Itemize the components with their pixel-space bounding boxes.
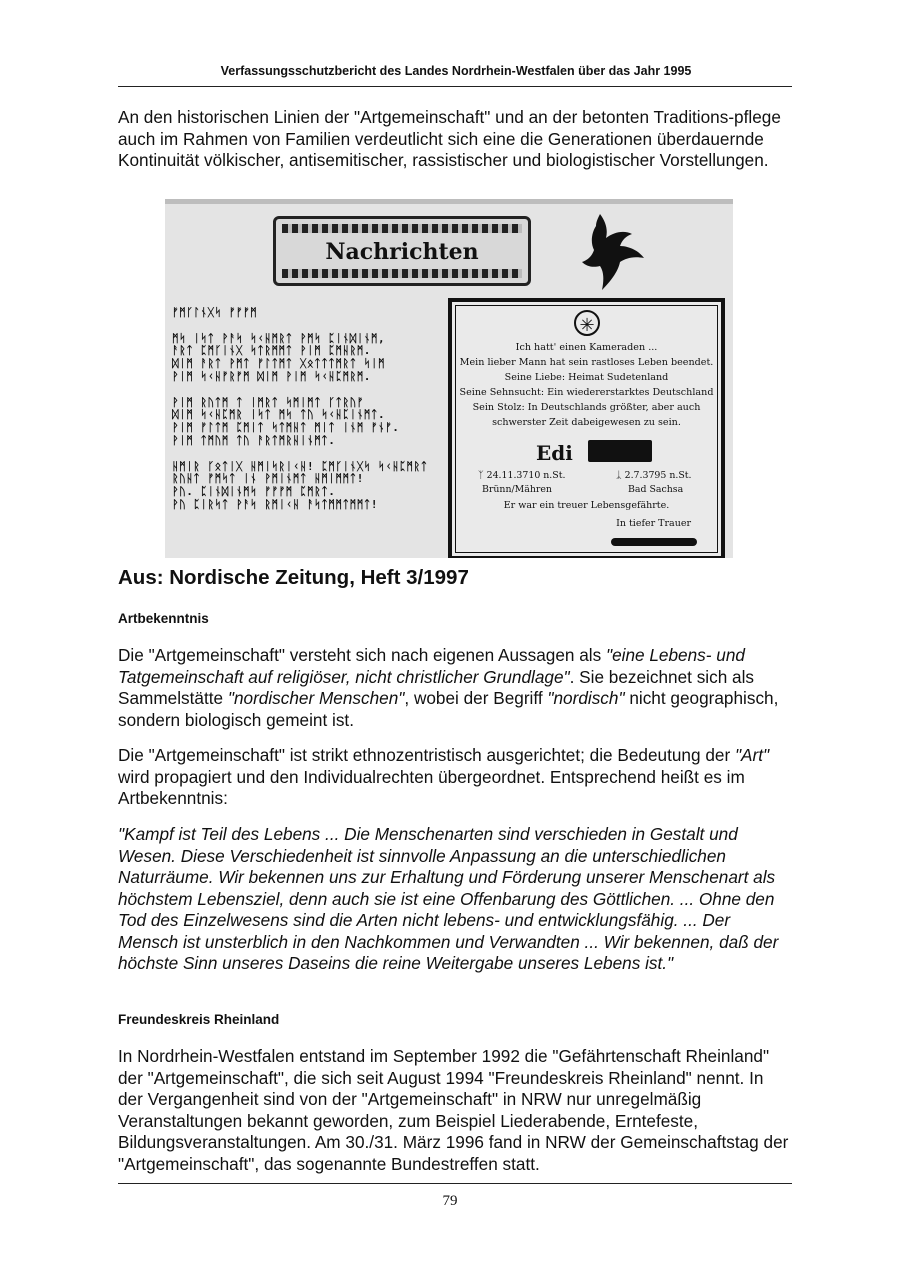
section-heading-artbekenntnis: Artbekenntnis: [118, 611, 209, 626]
artbekenntnis-paragraph-2: [118, 745, 792, 810]
obituary-line: Sein Stolz: In Deutschlands größter, aber auch: [472, 402, 701, 413]
obituary-closing: In tiefer Trauer: [616, 518, 691, 529]
birth-place: Brünn/Mähren: [482, 484, 552, 495]
text-span: , wobei der Begriff: [404, 688, 548, 708]
text-span: wird propagiert und den Individualrechten übergeordnet. Entsprechend heißt es im Artbekenntnis:: [118, 766, 745, 808]
sun-wheel-icon: ✳: [574, 310, 600, 336]
redaction-bar-signature: [611, 538, 697, 546]
page-number: 79: [442, 1193, 458, 1209]
obituary-line: Seine Liebe: Heimat Sudetenland: [504, 372, 669, 383]
redaction-bar: [588, 440, 652, 462]
quoted-phrase: "nordisch": [547, 688, 625, 708]
obituary-line: schwerster Zeit dabeigewesen zu sein.: [492, 417, 681, 428]
banner-knotwork-top: [282, 224, 522, 233]
death-date: ᛣ 2.7.3795 n.St.: [616, 470, 692, 481]
footer-rule: [118, 1183, 792, 1184]
obituary-line: Seine Sehnsucht: Ein wiedererstarktes Deutschland: [459, 387, 714, 398]
text-span: Die "Artgemeinschaft" ist strikt ethnozentristisch ausgerichtet; die Bedeutung der: [118, 745, 735, 765]
text-span: . Sie bezeichnet sich als Sammelstätte: [118, 666, 755, 708]
obituary-line: Ich hatt' einen Kameraden ...: [515, 342, 658, 353]
intro-paragraph: An den historischen Linien der "Artgemeinschaft" und an der betonten Traditions-pflege auch im Rahmen von Familien verdeutlicht sich eine die Generationen überdauernde Kontinuität völkischer, antisemitischer, rassistischer und biologistischer Vorstellungen.: [118, 107, 781, 170]
artbekenntnis-quote: "Kampf ist Teil des Lebens ... Die Menschenarten sind verschieden in Gestalt und Wesen. Diese Verschiedenheit ist sinnvolle Anpassung an die unterschiedlichen Naturräume. Wir bekennen uns zur Erhaltung und Förderung unserer Menschenart als höchstem Lebensziel, denn auch sie ist eine Offenbarung des Göttlichen. ... Ohne den Tod des Einzelwesens sind die Arten nicht lebens- und entwicklungsfähig. ... Der Mensch ist unsterblich in den Nachkommen und Verwandten ... Wir bekennen, daß der höchste Sinn unseres Daseins die reine Weitergabe unseres Lebens ist.": [118, 824, 779, 973]
section-heading-freundeskreis: Freundeskreis Rheinland: [118, 1012, 280, 1027]
banner-title: Nachrichten: [325, 239, 479, 265]
running-head: Verfassungsschutzbericht des Landes Nordrhein-Westfalen über das Jahr 1995: [220, 64, 692, 78]
artbekenntnis-paragraph-1: [118, 645, 792, 731]
quoted-phrase: "nordischer Menschen": [227, 688, 405, 708]
death-place: Bad Sachsa: [628, 484, 684, 495]
obituary-line: Mein lieber Mann hat sein rastloses Leben beendet.: [459, 357, 714, 368]
text-span: nicht geographisch, sondern biologisch gemeint ist.: [118, 688, 779, 730]
raven-icon: [580, 212, 646, 292]
obituary-name: Edi: [536, 441, 573, 465]
quoted-phrase: "eine Lebens- und Tatgemeinschaft auf religiöser, nicht christlicher Grundlage": [118, 645, 745, 687]
header-rule: [118, 86, 792, 87]
obituary-text: [456, 340, 717, 430]
freundeskreis-paragraph: In Nordrhein-Westfalen entstand im September 1992 die "Gefährtenschaft Rheinland" der "Artgemeinschaft", die sich seit August 1994 "Freundeskreis Rheinland" nennt. In der Vergangenheit sind von der "Artgemeinschaft" in NRW nur unregelmäßig Veranstaltungen bekannt geworden, zum Beispiel Liederabende, Erntefeste, Bildungsveranstaltungen. Am 30./31. März 1996 fand in NRW der Gemeinschaftstag der "Artgemeinschaft", das sogenannte Bundestreffen statt.: [118, 1046, 789, 1174]
birth-date: ᛉ 24.11.3710 n.St.: [478, 470, 566, 481]
obituary-epitaph: Er war ein treuer Lebensgefährte.: [503, 500, 670, 511]
quoted-phrase: "Art": [734, 745, 770, 765]
newspaper-clipping-image: [165, 199, 733, 558]
text-span: Die "Artgemeinschaft" versteht sich nach eigenen Aussagen als: [118, 645, 606, 665]
obituary-notice: [448, 298, 725, 558]
banner-knotwork-bottom: [282, 269, 522, 278]
figure-caption: Aus: Nordische Zeitung, Heft 3/1997: [118, 566, 469, 589]
nachrichten-banner: [273, 216, 531, 286]
rune-text-column: ᚠᛗᚴᛚᚾᚷᛋ ᚠᚠᚠᛗ ᛗᛋ ᛁᛋᛏ ᚹᚨᛋ ᛋᚲᚺᛗᚱᛏ ᚹᛗᛋ ᛈᛁᚾᛞᛁᚾᛗ, ᚨᚱᛏ ᛈᛗᚴᛁᚾᚷ ᛋᛏᚱᛗᛗᛏ ᚹᛁᛗ ᛈᛗᚺᚱᛗ. ᛞᛁᛗ ᚨᚱᛏ ᚹᛗᛏ ᚠᛚᛏᛗᛏ ᚷᛟᛏᛏᛏᛗᚱᛏ ᛋᛁᛗ ᚹᛁᛗ ᛋᚲᚺᚠᚱᚠᛗ ᛞᛁᛗ ᚹᛁᛗ ᛋᚲᚺᛈᛗᚱᛗ. ᚹᛁᛗ ᚱᚢᛏᛗ ᛏ ᛁᛗᚱᛏ ᛋᛗᛁᛗᛏ ᚴᛏᚱᚢᚠ ᛞᛁᛗ ᛋᚲᚺᛈᛗᚱ ᛁᛋᛏ ᛗᛋ ᛏᚢ ᛋᚲᚺᛈᛁᚾᛗᛏ. ᚹᛁᛗ ᚠᛚᛏᛗ ᛈᛗᛁᛏ ᛋᛏᛗᚺᛏ ᛗᛁᛏ ᛁᚾᛗ ᚠᚾᚠ. ᚹᛁᛗ ᛏᛗᚢᛗ ᛏᚢ ᚨᚱᛏᛗᚱᚺᛁᚾᛗᛏ. ᚺᛗᛁᚱ ᚴᛟᛏᛁᚷ ᚺᛗᛁᛋᚱᛁᚲᚺ! ᛈᛗᚴᛁᚾᚷᛋ ᛋᚲᚺᛈᛗᚱᛏ ᚱᚢᚺᛏ ᚠᛗᛋᛏ ᛁᚾ ᚹᛗᛁᚾᛗᛏ ᚺᛗᛁᛗᛗᛏ! ᚹᚢ. ᛈᛁᚾᛞᛁᚾᛗᛋ ᚠᚠᚠᛗ ᛈᛗᚱᛏ. ᚹᚢ ᛈᛁᚱᛋᛏ ᚹᚨᛋ ᚱᛗᛁᚲᚺ ᚨᛋᛏᛗᛗᛏᛗᛗᛏ!: [172, 306, 428, 511]
